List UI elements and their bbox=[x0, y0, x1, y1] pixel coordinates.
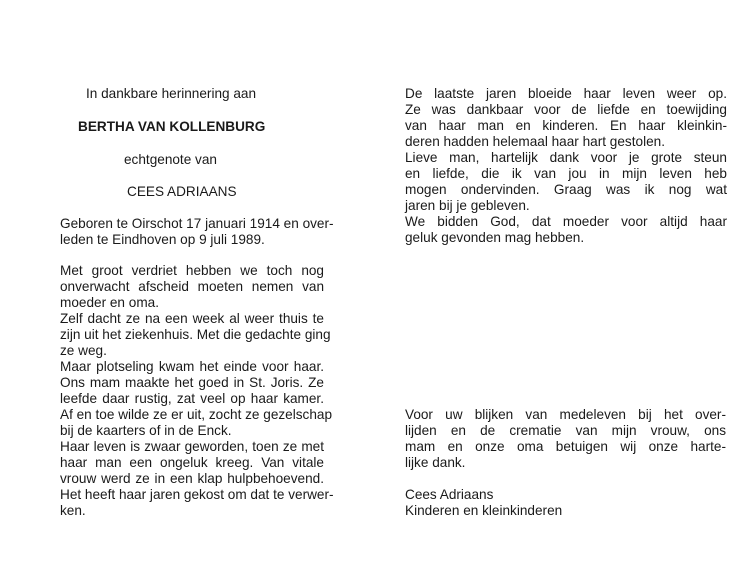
left-line-17: Het heeft haar jaren gekost om dat te verwer- bbox=[60, 487, 334, 502]
right-line-1: De laatste jaren bloeide haar leven weer op. bbox=[405, 86, 727, 101]
left-line-14: Haar leven is zwaar geworden, toen ze met bbox=[60, 439, 324, 454]
signature-family: Kinderen en kleinkinderen bbox=[405, 503, 563, 518]
left-line-16: vrouw werd ze in een klap hulpbehoevend. bbox=[60, 471, 324, 486]
left-line-12: Af en toe wilde ze er uit, zocht ze gezelschap bbox=[60, 407, 333, 422]
thanks-line-1: Voor uw blijken van medeleven bij het over- bbox=[405, 407, 726, 422]
right-line-10: geluk gevonden mag hebben. bbox=[405, 230, 585, 245]
left-line-5: moeder en oma. bbox=[60, 295, 159, 310]
left-line-2: leden te Eindhoven op 9 juli 1989. bbox=[60, 232, 265, 247]
in-memory-heading: In dankbare herinnering aan bbox=[86, 86, 257, 101]
right-line-8: jaren bij je gebleven. bbox=[405, 198, 530, 213]
left-line-9: Maar plotseling kwam het einde voor haar. bbox=[60, 359, 324, 374]
right-line-6: en liefde, die ik van jou in mijn leven heb bbox=[405, 166, 727, 181]
left-line-10: Ons mam maakte het goed in St. Joris. Ze bbox=[60, 375, 324, 390]
right-line-2: Ze was dankbaar voor de liefde en toewijding bbox=[405, 102, 727, 117]
spouse-of-label: echtgenote van bbox=[124, 152, 217, 167]
right-line-4: deren hadden helemaal haar hart gestolen. bbox=[405, 134, 665, 149]
thanks-line-3: mam en onze oma betuigen wij onze harte- bbox=[405, 439, 726, 454]
thanks-line-4: lijke dank. bbox=[405, 455, 466, 470]
deceased-name: BERTHA VAN KOLLENBURG bbox=[78, 119, 266, 134]
left-line-4: onverwacht afscheid moeten nemen van bbox=[60, 279, 324, 294]
right-line-3: van haar man en kinderen. En haar kleinkin- bbox=[405, 118, 727, 133]
left-line-1: Geboren te Oirschot 17 januari 1914 en over- bbox=[60, 216, 334, 231]
left-line-6: Zelf dacht ze na een week al weer thuis te bbox=[60, 311, 324, 326]
right-line-9: We bidden God, dat moeder voor altijd haar bbox=[405, 214, 727, 229]
left-line-18: ken. bbox=[60, 503, 86, 518]
right-line-7: mogen ondervinden. Graag was ik nog wat bbox=[405, 182, 727, 197]
left-line-3: Met groot verdriet hebben we toch nog bbox=[60, 263, 324, 278]
left-line-15: haar man een ongeluk kreeg. Van vitale bbox=[60, 455, 324, 470]
left-line-13: bij de kaarters of in de Enck. bbox=[60, 423, 232, 438]
thanks-line-2: lijden en de crematie van mijn vrouw, ons bbox=[405, 423, 726, 438]
left-line-8: ze weg. bbox=[60, 343, 107, 358]
spouse-name: CEES ADRIAANS bbox=[127, 184, 237, 199]
signature-name: Cees Adriaans bbox=[405, 487, 494, 502]
right-line-5: Lieve man, hartelijk dank voor je grote steun bbox=[405, 150, 727, 165]
left-line-11: leefde daar rustig, zat veel op haar kamer. bbox=[60, 391, 324, 406]
left-line-7: zijn uit het ziekenhuis. Met die gedachte ging bbox=[60, 327, 331, 342]
